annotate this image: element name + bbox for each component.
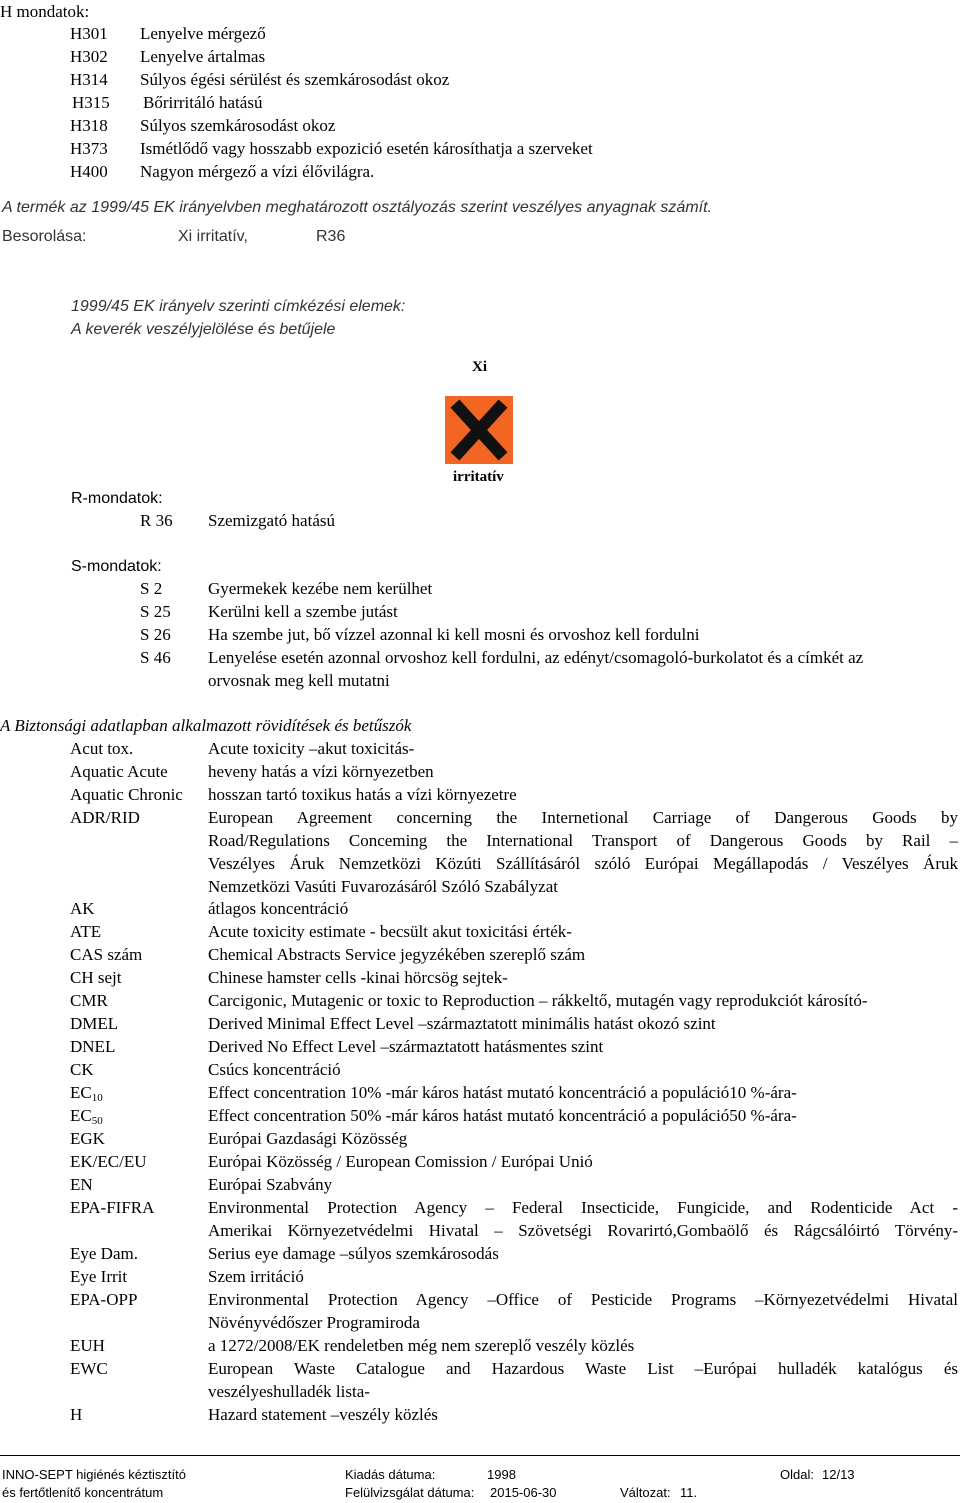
footer-version-value: 11. — [680, 1485, 698, 1500]
abbr-text: Acute toxicity estimate - becsült akut toxicitási érték- — [208, 922, 572, 941]
abbr-text — [208, 806, 958, 898]
abbr-text — [208, 1196, 958, 1242]
abbr-text: Európai Gazdasági Közösség — [208, 1129, 408, 1148]
s-code: S 25 — [140, 602, 171, 621]
h-text: Nagyon mérgező a vízi élővilágra. — [140, 162, 375, 181]
abbr-text-line: European Waste Catalogue and Hazardous Waste List –Európai hulladék katalógus és — [208, 1359, 958, 1378]
abbr-text: Chinese hamster cells -kinai hörcsög sejtek- — [208, 968, 508, 987]
footer-page-label: Oldal: — [780, 1467, 814, 1482]
r-code: R 36 — [140, 511, 173, 530]
abbr-code — [70, 1104, 103, 1127]
abbr-text-line: Environmental Protection Agency –Office of Pesticide Programs –Környezetvédelmi Hivatal — [208, 1290, 958, 1309]
abbr-text-line: Amerikai Környezetvédelmi Hivatal – Szövetségi Rovarirtó,Gombaölő és Rágcsálóirtó Törvény- — [208, 1221, 958, 1240]
abbr-text-line: European Agreement concerning the Internetional Carriage of Dangerous Goods by — [208, 808, 958, 827]
abbr-text: hosszan tartó toxikus hatás a vízi környezetre — [208, 785, 517, 804]
s-text: Kerülni kell a szembe jutást — [208, 602, 398, 621]
h-text: Súlyos égési sérülést és szemkárosodást okoz — [140, 70, 450, 89]
abbr-code: ADR/RID — [70, 808, 140, 827]
abbr-text: Chemical Abstracts Service jegyzékében szereplő szám — [208, 945, 586, 964]
s-section-title: S-mondatok: — [71, 558, 162, 575]
classification-r-code: R36 — [316, 228, 346, 245]
s-code: S 2 — [140, 579, 163, 598]
abbr-text: heveny hatás a vízi környezetben — [208, 762, 434, 781]
h-text: Lenyelve mérgező — [140, 24, 266, 43]
classification-statement: A termék az 1999/45 EK irányelvben meghatározott osztályozás szerint veszélyes anyagnak számít. — [2, 199, 712, 216]
abbr-text: Szem irritáció — [208, 1267, 304, 1286]
footer-version-label: Változat: — [620, 1485, 671, 1500]
abbr-code: Eye Dam. — [70, 1244, 138, 1263]
abbr-text: Effect concentration 50% -már káros hatást mutató koncentráció a populáció50 %-ára- — [208, 1106, 797, 1125]
abbreviations-title: A Biztonsági adatlapban alkalmazott rövidítések és betűszók — [0, 716, 412, 735]
footer-issue-value: 1998 — [487, 1467, 516, 1482]
h-code: H302 — [70, 47, 108, 66]
abbr-code: Eye Irrit — [70, 1267, 128, 1286]
abbr-text: Carcigonic, Mutagenic or toxic to Reproduction – rákkeltő, mutagén vagy reprodukciót károsító- — [208, 991, 868, 1010]
s-text-continued: orvosnak meg kell mutatni — [208, 671, 390, 690]
h-section-title: H mondatok: — [0, 2, 90, 21]
abbr-code: CK — [70, 1060, 94, 1079]
abbr-text: Derived No Effect Level –származtatott hatásmentes szint — [208, 1037, 604, 1056]
abbr-text-line: Veszélyes Áruk Nemzetközi Közúti Szállításáról szóló Európai Megállapodás / Veszélyes Áruk — [208, 854, 958, 873]
s-code: S 26 — [140, 625, 171, 644]
abbr-code: EWC — [70, 1359, 108, 1378]
abbr-code: EPA-OPP — [70, 1290, 138, 1309]
s-text: Gyermekek kezébe nem kerülhet — [208, 579, 433, 598]
abbr-text: Hazard statement –veszély közlés — [208, 1405, 438, 1424]
abbr-code-main: EC — [70, 1083, 92, 1102]
abbr-code: DNEL — [70, 1037, 116, 1056]
abbr-code: DMEL — [70, 1014, 119, 1033]
h-code: H400 — [70, 162, 108, 181]
abbr-code-main: EC — [70, 1106, 92, 1125]
s-text: Lenyelése esetén azonnal orvoshoz kell fordulni, az edényt/csomagoló-burkolatot és a címkét az — [208, 648, 864, 667]
abbr-code: EK/EC/EU — [70, 1152, 147, 1171]
classification-label: Besorolása: — [2, 228, 87, 245]
r-text: Szemizgató hatású — [208, 511, 335, 530]
h-code: H314 — [70, 70, 108, 89]
hazard-symbol-code: Xi — [472, 359, 487, 375]
classification-value: Xi irritatív, — [178, 228, 248, 245]
abbr-code: EUH — [70, 1336, 105, 1355]
abbr-code — [70, 1081, 103, 1104]
s-text: Ha szembe jut, bő vízzel azonnal ki kell mosni és orvoshoz kell fordulni — [208, 625, 700, 644]
abbr-text-line: veszélyeshulladék lista- — [208, 1382, 370, 1401]
h-text: Lenyelve ártalmas — [140, 47, 266, 66]
abbr-code: AK — [70, 899, 95, 918]
abbr-text-line: Environmental Protection Agency – Federal Insecticide, Fungicide, and Rodenticide Act - — [208, 1198, 958, 1217]
abbr-code: ATE — [70, 922, 102, 941]
abbr-code-sub: 50 — [91, 1115, 103, 1127]
footer-revision-label: Felülvizsgálat dátuma: — [345, 1485, 475, 1500]
cross-x-icon — [445, 396, 513, 464]
abbr-code: Acut tox. — [70, 739, 134, 758]
abbr-code: EGK — [70, 1129, 105, 1148]
footer-company-line1: INNO-SEPT higiénés kéztisztító — [2, 1467, 186, 1482]
abbr-code: EN — [70, 1175, 93, 1194]
abbr-text-line: Road/Regulations Conceming the International Transport of Dangerous Goods by Rail – — [208, 831, 958, 850]
abbr-code: CAS szám — [70, 945, 143, 964]
h-text: Súlyos szemkárosodást okoz — [140, 116, 336, 135]
abbr-code: Aquatic Acute — [70, 762, 168, 781]
abbr-text: átlagos koncentráció — [208, 899, 349, 918]
h-text: Bőrirritáló hatású — [143, 93, 263, 112]
abbr-code: Aquatic Chronic — [70, 785, 183, 804]
s-code: S 46 — [140, 648, 171, 667]
h-code: H301 — [70, 24, 108, 43]
abbr-text: Európai Közösség / European Comission / Európai Unió — [208, 1152, 593, 1171]
footer-divider — [0, 1455, 960, 1456]
h-text: Ismétlődő vagy hosszabb expozició esetén károsíthatja a szerveket — [140, 139, 593, 158]
abbr-text: Acute toxicity –akut toxicitás- — [208, 739, 415, 758]
abbr-text: Effect concentration 10% -már káros hatást mutató koncentráció a populáció10 %-ára- — [208, 1083, 797, 1102]
abbr-text: Európai Szabvány — [208, 1175, 333, 1194]
hazard-symbol-caption: irritatív — [453, 469, 504, 485]
labeling-heading: 1999/45 EK irányelv szerinti címkézési elemek: — [71, 298, 406, 315]
abbr-code: CH sejt — [70, 968, 122, 987]
abbr-text: a 1272/2008/EK rendeletben még nem szereplő veszély közlés — [208, 1336, 635, 1355]
abbr-code-sub: 10 — [91, 1092, 103, 1104]
footer-revision-value: 2015-06-30 — [490, 1485, 557, 1500]
abbr-text: Csúcs koncentráció — [208, 1060, 341, 1079]
footer-page-value: 12/13 — [822, 1467, 855, 1482]
abbr-text: Serius eye damage –súlyos szemkárosodás — [208, 1244, 499, 1263]
h-code: H373 — [70, 139, 108, 158]
abbr-text: Derived Minimal Effect Level –származtatott minimális hatást okozó szint — [208, 1014, 716, 1033]
abbr-text — [208, 1357, 958, 1403]
footer-issue-label: Kiadás dátuma: — [345, 1467, 436, 1482]
r-section-title: R-mondatok: — [71, 490, 163, 507]
h-code: H318 — [70, 116, 108, 135]
footer-company-line2: és fertőtlenítő koncentrátum — [2, 1485, 164, 1500]
abbr-code: H — [70, 1405, 83, 1424]
abbr-code: EPA-FIFRA — [70, 1198, 155, 1217]
h-code: H315 — [72, 93, 110, 112]
labeling-subheading: A keverék veszélyjelölése és betűjele — [71, 321, 336, 338]
abbr-code: CMR — [70, 991, 108, 1010]
abbr-text — [208, 1288, 958, 1334]
abbr-text-line: Növényvédőszer Programiroda — [208, 1313, 420, 1332]
abbr-text-line: Nemzetközi Vasúti Fuvarozásáról Szóló Szabályzat — [208, 877, 558, 896]
